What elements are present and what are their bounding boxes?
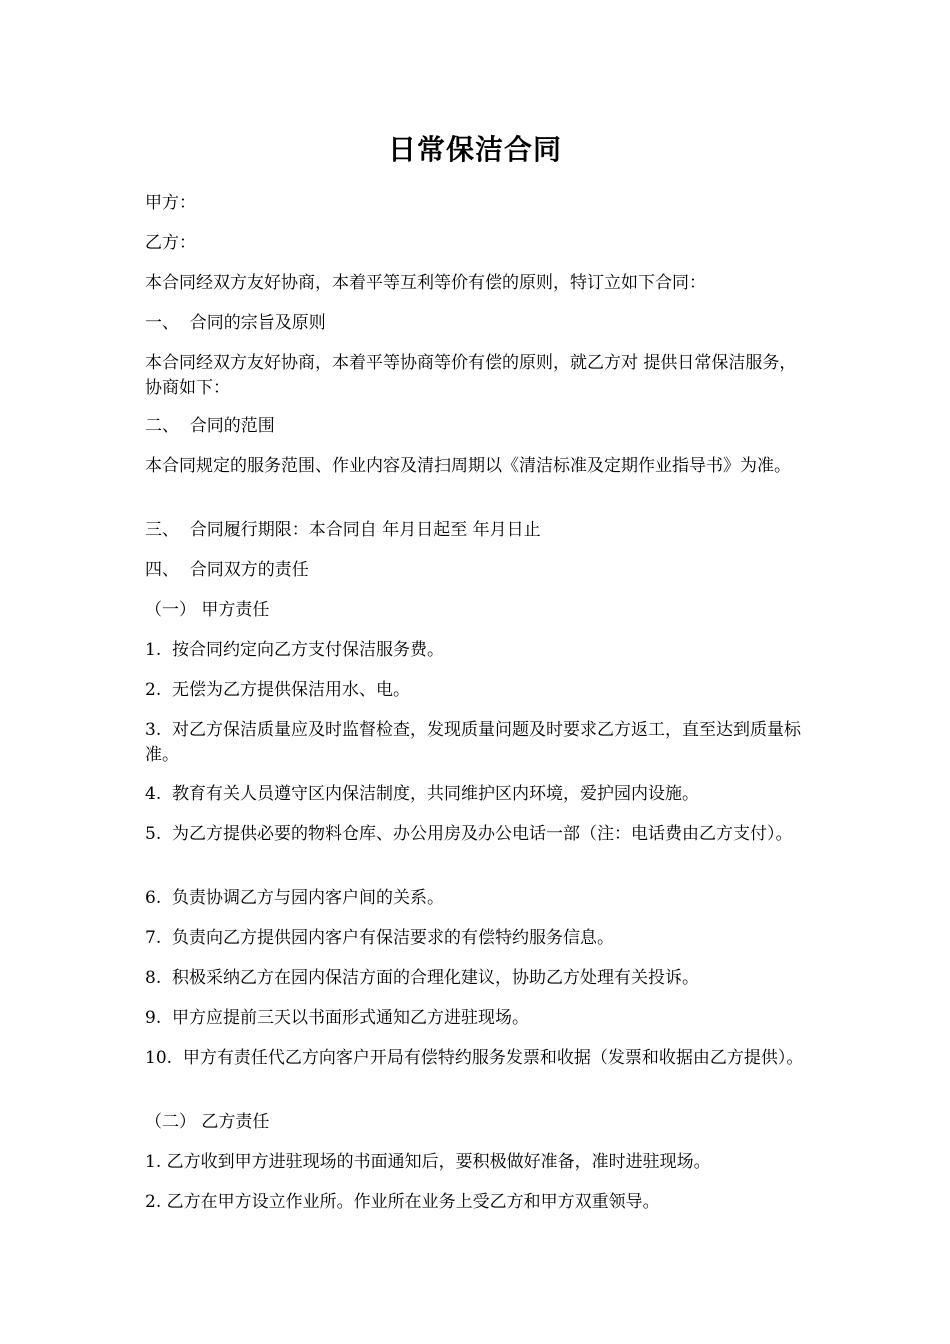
list-item: 4. 教育有关人员遵守区内保洁制度，共同维护区内环境，爱护园内设施。	[145, 784, 700, 804]
list-item: 1. 按合同约定向乙方支付保洁服务费。	[145, 640, 445, 660]
party-b-line: 乙方：	[145, 233, 196, 253]
list-item: 6. 负责协调乙方与园内客户间的关系。	[145, 888, 445, 908]
list-item: 2. 无偿为乙方提供保洁用水、电。	[145, 680, 411, 700]
section-heading-2: 二、 合同的范围	[145, 416, 275, 436]
list-item: 7. 负责向乙方提供园内客户有保洁要求的有偿特约服务信息。	[145, 928, 615, 948]
preamble-paragraph: 本合同经双方友好协商，本着平等互利等价有偿的原则，特订立如下合同：	[145, 273, 706, 293]
list-item: 10. 甲方有责任代乙方向客户开局有偿特约服务发票和收据（发票和收据由乙方提供）。	[145, 1048, 804, 1068]
party-a-line: 甲方：	[145, 193, 196, 213]
subsection-heading-party-a: （一） 甲方责任	[145, 600, 270, 620]
list-item: 9. 甲方应提前三天以书面形式通知乙方进驻现场。	[145, 1008, 530, 1028]
list-item: 8. 积极采纳乙方在园内保洁方面的合理化建议，协助乙方处理有关投诉。	[145, 968, 700, 988]
section-heading-3: 三、 合同履行期限：本合同自 年月日起至 年月日止	[145, 520, 541, 540]
list-item: 3. 对乙方保洁质量应及时监督检查，发现质量问题及时要求乙方返工，直至达到质量标准。	[145, 720, 802, 765]
section-heading-4: 四、 合同双方的责任	[145, 560, 309, 580]
subsection-heading-party-b: （二） 乙方责任	[145, 1112, 270, 1132]
list-item: 1. 乙方收到甲方进驻现场的书面通知后，要积极做好准备，准时进驻现场。	[145, 1152, 711, 1172]
document-title: 日常保洁合同	[387, 133, 562, 166]
section-heading-1: 一、 合同的宗旨及原则	[145, 313, 326, 333]
list-item: 5. 为乙方提供必要的物料仓库、办公用房及办公电话一部（注：电话费由乙方支付）。	[145, 824, 793, 844]
section-body-1: 本合同经双方友好协商，本着平等协商等价有偿的原则，就乙方对 提供日常保洁服务，协商如下：	[145, 353, 797, 398]
section-body-2: 本合同规定的服务范围、作业内容及清扫周期以《清洁标准及定期作业指导书》为准。	[145, 456, 791, 476]
list-item: 2. 乙方在甲方设立作业所。作业所在业务上受乙方和甲方双重领导。	[145, 1192, 660, 1212]
